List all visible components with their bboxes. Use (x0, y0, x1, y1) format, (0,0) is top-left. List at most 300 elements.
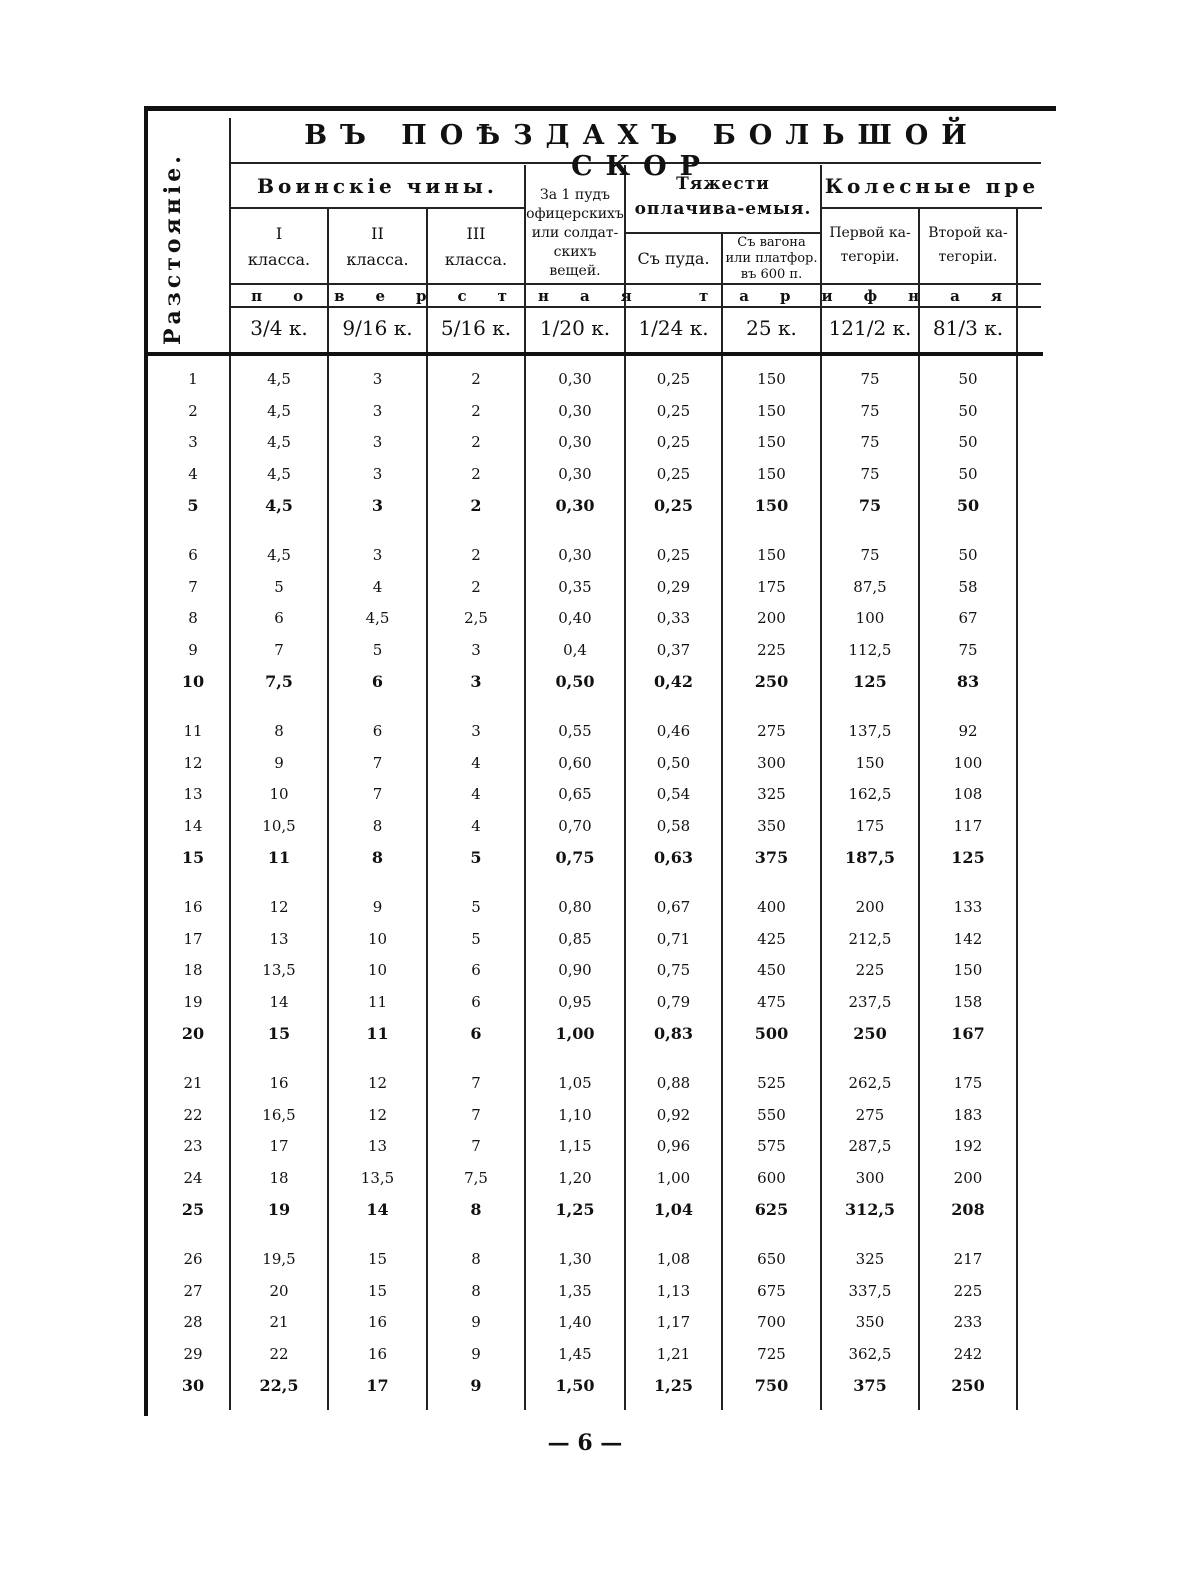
table-cell: 600 (757, 1168, 786, 1187)
table-cell: 750 (754, 1376, 789, 1396)
table-cell: 192 (953, 1137, 983, 1156)
rate-cell: 9/16 к. (342, 316, 413, 340)
table-cell: 16,5 (262, 1105, 296, 1124)
table-cell: 7,5 (265, 672, 293, 692)
table-cell: 150 (757, 401, 786, 420)
table-cell: 3 (372, 464, 383, 483)
table-row (148, 1282, 1038, 1312)
table-cell: 75 (860, 370, 880, 388)
table-cell: 3 (372, 433, 383, 452)
distance-cell: 21 (183, 1074, 203, 1092)
table-cell: 0,75 (555, 848, 595, 868)
table-cell: 16 (269, 1074, 289, 1092)
table-cell: 4 (471, 753, 481, 772)
table-cell: 158 (953, 992, 983, 1011)
table-cell: 9 (470, 1376, 482, 1396)
table-cell: 14 (269, 992, 289, 1011)
table-cell: 450 (757, 961, 786, 980)
rate-cell: 1/20 к. (539, 316, 611, 340)
table-cell: 0,92 (656, 1105, 691, 1124)
table-cell: 3 (471, 722, 481, 740)
table-cell: 3 (372, 370, 383, 388)
table-row (148, 722, 1038, 752)
table-cell: 0,79 (656, 992, 691, 1011)
table-cell: 0,90 (558, 961, 592, 980)
rate-cell: 25 к. (746, 316, 797, 340)
table-cell: 262,5 (848, 1074, 892, 1092)
table-row (148, 609, 1038, 639)
table-cell: 5 (471, 929, 481, 948)
table-cell: 4,5 (267, 370, 291, 388)
table-cell: 4 (372, 577, 383, 596)
table-cell: 0,37 (656, 640, 691, 659)
table-cell: 4,5 (365, 609, 390, 628)
table-row (148, 433, 1038, 463)
table-cell: 0,33 (656, 609, 691, 628)
table-cell: 275 (757, 722, 786, 740)
table-cell: 19 (267, 1200, 291, 1220)
table-cell: 162,5 (848, 785, 892, 804)
table-cell: 0,25 (656, 464, 691, 483)
table-cell: 7 (372, 785, 383, 804)
table-cell: 8 (274, 722, 284, 740)
table-cell: 225 (953, 1281, 983, 1300)
table-cell: 0,40 (558, 609, 592, 628)
table-cell: 250 (853, 1024, 887, 1044)
table-row (148, 402, 1038, 432)
table-cell: 10 (269, 785, 289, 804)
table-cell: 9 (471, 1344, 481, 1363)
table-cell: 1,25 (555, 1200, 595, 1220)
table-cell: 2 (471, 464, 481, 483)
header-rule (231, 283, 1041, 285)
table-cell: 1,04 (654, 1200, 693, 1220)
table-cell: 0,25 (656, 370, 691, 388)
table-cell: 237,5 (848, 992, 892, 1011)
table-cell: 208 (951, 1200, 985, 1220)
table-cell: 112,5 (848, 640, 892, 659)
table-row (148, 898, 1038, 928)
table-cell: 7 (372, 753, 383, 772)
table-cell: 75 (860, 401, 880, 420)
table-cell: 625 (754, 1200, 789, 1220)
table-cell: 1,30 (558, 1250, 592, 1268)
table-cell: 0,29 (656, 577, 691, 596)
table-cell: 75 (860, 546, 880, 564)
table-cell: 0,80 (558, 898, 592, 916)
table-cell: 1,50 (555, 1376, 595, 1396)
table-cell: 0,88 (656, 1074, 691, 1092)
table-cell: 1,20 (558, 1168, 592, 1187)
table-row (148, 465, 1038, 495)
table-cell: 150 (757, 433, 786, 452)
table-cell: 225 (855, 961, 885, 980)
class2-header: II класса. (346, 224, 409, 269)
table-cell: 375 (754, 848, 789, 868)
table-cell: 50 (958, 401, 978, 420)
distance-cell: 16 (183, 898, 203, 916)
table-cell: 75 (860, 464, 880, 483)
table-row (148, 546, 1038, 576)
table-cell: 1,00 (555, 1024, 595, 1044)
table-cell: 117 (953, 816, 983, 835)
table-cell: 5 (470, 848, 482, 868)
rate-cell: 121/2 к. (828, 316, 912, 340)
header-rule (820, 207, 1042, 209)
table-row (148, 1376, 1038, 1406)
table-cell: 150 (757, 546, 786, 564)
table-cell: 8 (470, 1200, 482, 1220)
table-cell: 250 (754, 672, 789, 692)
table-cell: 0,25 (656, 433, 691, 452)
table-cell: 700 (757, 1313, 786, 1332)
table-cell: 0,83 (654, 1024, 693, 1044)
table-row (148, 1313, 1038, 1343)
table-cell: 1,10 (558, 1105, 592, 1124)
table-cell: 13 (269, 929, 289, 948)
table-cell: 6 (471, 961, 481, 980)
table-row (148, 1024, 1038, 1054)
table-row (148, 672, 1038, 702)
table-cell: 15 (367, 1281, 388, 1300)
table-cell: 0,58 (656, 816, 691, 835)
table-cell: 0,60 (558, 753, 592, 772)
table-cell: 175 (757, 577, 786, 596)
table-row (148, 1250, 1038, 1280)
table-cell: 0,25 (656, 401, 691, 420)
table-cell: 0,25 (656, 546, 691, 564)
table-cell: 100 (855, 609, 885, 628)
table-cell: 550 (757, 1105, 786, 1124)
table-cell: 1,00 (656, 1168, 691, 1187)
table-cell: 92 (958, 722, 978, 740)
table-row (148, 1200, 1038, 1230)
page-title: ВЪ ПОѢЗДАХЪ БОЛЬШОЙ СКОР (304, 120, 980, 182)
table-cell: 108 (953, 785, 983, 804)
table-row (148, 496, 1038, 526)
table-cell: 400 (757, 898, 786, 916)
table-cell: 0,50 (555, 672, 595, 692)
table-cell: 650 (757, 1250, 786, 1268)
per-pood-header: Съ пуда. (637, 249, 710, 268)
table-cell: 5 (471, 898, 481, 916)
rate-cell: 3/4 к. (250, 316, 308, 340)
table-row (148, 1074, 1038, 1104)
table-cell: 75 (958, 640, 978, 659)
table-cell: 0,54 (656, 785, 691, 804)
distance-cell: 18 (183, 961, 203, 980)
table-cell: 150 (855, 753, 885, 772)
table-cell: 7,5 (464, 1168, 488, 1187)
table-cell: 133 (953, 898, 983, 916)
table-cell: 0,35 (558, 577, 592, 596)
table-cell: 16 (367, 1344, 388, 1363)
table-cell: 137,5 (848, 722, 892, 740)
table-cell: 7 (274, 640, 284, 659)
table-row (148, 961, 1038, 991)
table-cell: 0,85 (558, 929, 592, 948)
table-cell: 575 (757, 1137, 786, 1156)
table-cell: 4 (471, 785, 481, 804)
table-cell: 11 (267, 848, 291, 868)
table-cell: 0,25 (654, 496, 693, 516)
table-cell: 0,30 (558, 433, 592, 452)
table-cell: 17 (366, 1376, 389, 1396)
table-cell: 0,30 (555, 496, 595, 516)
heavy-goods-group-header: Тяжести оплачива-емыя. (634, 174, 812, 219)
distance-cell: 13 (183, 785, 203, 804)
table-cell: 19,5 (262, 1250, 296, 1268)
table-cell: 0,42 (654, 672, 693, 692)
distance-cell: 17 (183, 929, 203, 948)
table-cell: 0,30 (558, 546, 592, 564)
table-cell: 167 (951, 1024, 985, 1044)
table-cell: 100 (953, 753, 983, 772)
table-cell: 8 (372, 816, 383, 835)
table-cell: 12 (367, 1105, 388, 1124)
table-cell: 250 (951, 1376, 985, 1396)
table-cell: 2 (471, 370, 481, 388)
table-cell: 22 (269, 1344, 289, 1363)
table-row (148, 930, 1038, 960)
class3-header: III класса. (444, 224, 508, 269)
table-cell: 1,05 (558, 1074, 592, 1092)
table-cell: 7 (471, 1105, 481, 1124)
table-row (148, 1137, 1038, 1167)
table-cell: 11 (366, 1024, 389, 1044)
table-cell: 4,5 (267, 464, 291, 483)
table-cell: 50 (956, 496, 980, 516)
header-bottom-rule (148, 352, 1043, 356)
table-cell: 1,40 (558, 1313, 592, 1332)
table-cell: 50 (958, 464, 978, 483)
table-cell: 0,96 (656, 1137, 691, 1156)
table-cell: 50 (958, 370, 978, 388)
table-cell: 187,5 (844, 848, 896, 868)
distance-cell: 25 (181, 1200, 205, 1220)
military-group-header: Воинскіе чины. (257, 174, 498, 198)
table-cell: 1,13 (656, 1281, 691, 1300)
table-cell: 0,67 (656, 898, 691, 916)
table-cell: 14 (366, 1200, 389, 1220)
distance-cell: 22 (183, 1105, 203, 1124)
table-cell: 8 (471, 1281, 481, 1300)
distance-cell: 23 (183, 1137, 203, 1156)
class1-header: I класса. (247, 224, 311, 269)
table-cell: 4 (471, 816, 481, 835)
table-cell: 16 (367, 1313, 388, 1332)
table-cell: 475 (757, 992, 786, 1011)
distance-cell: 3 (188, 433, 198, 452)
distance-cell: 1 (188, 370, 198, 388)
table-row (148, 754, 1038, 784)
table-cell: 13,5 (262, 961, 296, 980)
table-cell: 0,95 (558, 992, 592, 1011)
table-cell: 4,5 (267, 401, 291, 420)
table-cell: 6 (372, 722, 383, 740)
rate-cell: 1/24 к. (638, 316, 709, 340)
table-cell: 17 (269, 1137, 289, 1156)
table-cell: 6 (471, 992, 481, 1011)
table-cell: 275 (855, 1105, 885, 1124)
table-cell: 9 (471, 1313, 481, 1332)
table-cell: 9 (274, 753, 284, 772)
distance-cell: 28 (183, 1313, 203, 1332)
table-row (148, 370, 1038, 400)
table-cell: 0,30 (558, 370, 592, 388)
table-cell: 0,30 (558, 401, 592, 420)
table-cell: 183 (953, 1105, 983, 1124)
table-cell: 5 (274, 577, 284, 596)
table-cell: 10 (367, 961, 388, 980)
table-cell: 87,5 (853, 577, 887, 596)
officer-goods-header: За 1 пудъ офицерскихъ или солдат-скихъ вещей. (526, 187, 624, 279)
table-cell: 7 (471, 1137, 481, 1156)
table-cell: 0,55 (558, 722, 592, 740)
distance-cell: 26 (183, 1250, 203, 1268)
table-cell: 242 (953, 1344, 983, 1363)
table-cell: 0,75 (656, 961, 691, 980)
distance-cell: 29 (183, 1344, 203, 1363)
table-cell: 2,5 (464, 609, 488, 628)
distance-cell: 14 (183, 816, 203, 835)
table-cell: 150 (757, 464, 786, 483)
table-cell: 150 (757, 370, 786, 388)
table-cell: 1,35 (558, 1281, 592, 1300)
table-cell: 125 (853, 672, 887, 692)
table-row (148, 993, 1038, 1023)
rate-cell: 81/3 к. (932, 316, 1004, 340)
distance-cell: 7 (188, 577, 198, 596)
table-cell: 212,5 (848, 929, 892, 948)
table-cell: 125 (951, 848, 985, 868)
table-row (148, 1106, 1038, 1136)
table-cell: 150 (953, 961, 983, 980)
table-row (148, 817, 1038, 847)
rate-cell: 5/16 к. (440, 316, 512, 340)
distance-cell: 4 (188, 464, 198, 483)
header-rule (231, 207, 524, 209)
table-cell: 0,30 (558, 464, 592, 483)
table-cell: 12 (269, 898, 289, 916)
table-cell: 6 (274, 609, 284, 628)
table-cell: 1,15 (558, 1137, 592, 1156)
distance-cell: 12 (183, 753, 203, 772)
table-row (148, 641, 1038, 671)
table-cell: 3 (372, 546, 383, 564)
distance-cell: 8 (188, 609, 198, 628)
table-cell: 4,5 (267, 433, 291, 452)
distance-cell: 5 (187, 496, 199, 516)
table-cell: 2 (471, 546, 481, 564)
table-cell: 1,08 (656, 1250, 691, 1268)
table-cell: 2 (471, 401, 481, 420)
table-cell: 0,46 (656, 722, 691, 740)
table-cell: 15 (367, 1250, 388, 1268)
table-cell: 67 (958, 609, 978, 628)
table-row (148, 848, 1038, 878)
table-cell: 58 (958, 577, 978, 596)
table-cell: 1,17 (656, 1313, 691, 1332)
table-cell: 200 (757, 609, 786, 628)
table-cell: 50 (958, 433, 978, 452)
header-rule (626, 232, 820, 234)
table-cell: 142 (953, 929, 983, 948)
table-cell: 3 (372, 401, 383, 420)
distance-cell: 15 (181, 848, 205, 868)
table-cell: 300 (757, 753, 786, 772)
table-cell: 15 (267, 1024, 291, 1044)
table-cell: 10 (367, 929, 388, 948)
distance-cell: 19 (183, 992, 203, 1011)
table-cell: 83 (956, 672, 980, 692)
table-cell: 0,71 (656, 929, 691, 948)
distance-cell: 20 (181, 1024, 205, 1044)
table-cell: 150 (754, 496, 789, 516)
distance-cell: 6 (188, 546, 198, 564)
table-cell: 22,5 (259, 1376, 299, 1396)
distance-cell: 2 (188, 401, 198, 420)
table-cell: 12 (367, 1074, 388, 1092)
table-cell: 50 (958, 546, 978, 564)
table-cell: 8 (371, 848, 384, 868)
table-cell: 175 (953, 1074, 983, 1092)
table-cell: 4,5 (267, 546, 291, 564)
table-row (148, 578, 1038, 608)
table-cell: 8 (471, 1250, 481, 1268)
table-cell: 175 (855, 816, 885, 835)
table-cell: 1,21 (656, 1344, 691, 1363)
table-cell: 375 (853, 1376, 887, 1396)
table-cell: 312,5 (844, 1200, 896, 1220)
table-cell: 2 (470, 496, 482, 516)
table-cell: 10,5 (262, 816, 296, 835)
category2-header: Второй ка-тегоріи. (928, 225, 1008, 265)
page-number: — 6 — (547, 1430, 623, 1456)
table-cell: 3 (471, 640, 481, 659)
table-cell: 0,50 (656, 753, 691, 772)
table-cell: 18 (269, 1168, 289, 1187)
table-cell: 337,5 (848, 1281, 892, 1300)
table-cell: 2 (471, 433, 481, 452)
table-cell: 0,70 (558, 816, 592, 835)
table-row (148, 1345, 1038, 1375)
table-cell: 0,4 (563, 640, 587, 659)
table-cell: 350 (855, 1313, 885, 1332)
distance-cell: 27 (183, 1281, 203, 1300)
distance-cell: 24 (183, 1168, 203, 1187)
table-cell: 6 (371, 672, 384, 692)
table-cell: 1,25 (654, 1376, 693, 1396)
table-cell: 13,5 (360, 1168, 395, 1187)
table-cell: 21 (269, 1313, 289, 1332)
table-cell: 200 (953, 1168, 983, 1187)
table-cell: 675 (757, 1281, 786, 1300)
wheeled-group-header: Колесные пре (824, 174, 1040, 198)
table-cell: 75 (860, 433, 880, 452)
table-cell: 5 (372, 640, 383, 659)
table-cell: 233 (953, 1313, 983, 1332)
table-cell: 325 (757, 785, 786, 804)
table-cell: 4,5 (265, 496, 293, 516)
table-cell: 425 (757, 929, 786, 948)
table-cell: 13 (367, 1137, 388, 1156)
distance-cell: 10 (181, 672, 205, 692)
distance-cell: 11 (183, 722, 203, 740)
table-cell: 325 (855, 1250, 885, 1268)
table-cell: 225 (757, 640, 786, 659)
table-cell: 300 (855, 1168, 885, 1187)
